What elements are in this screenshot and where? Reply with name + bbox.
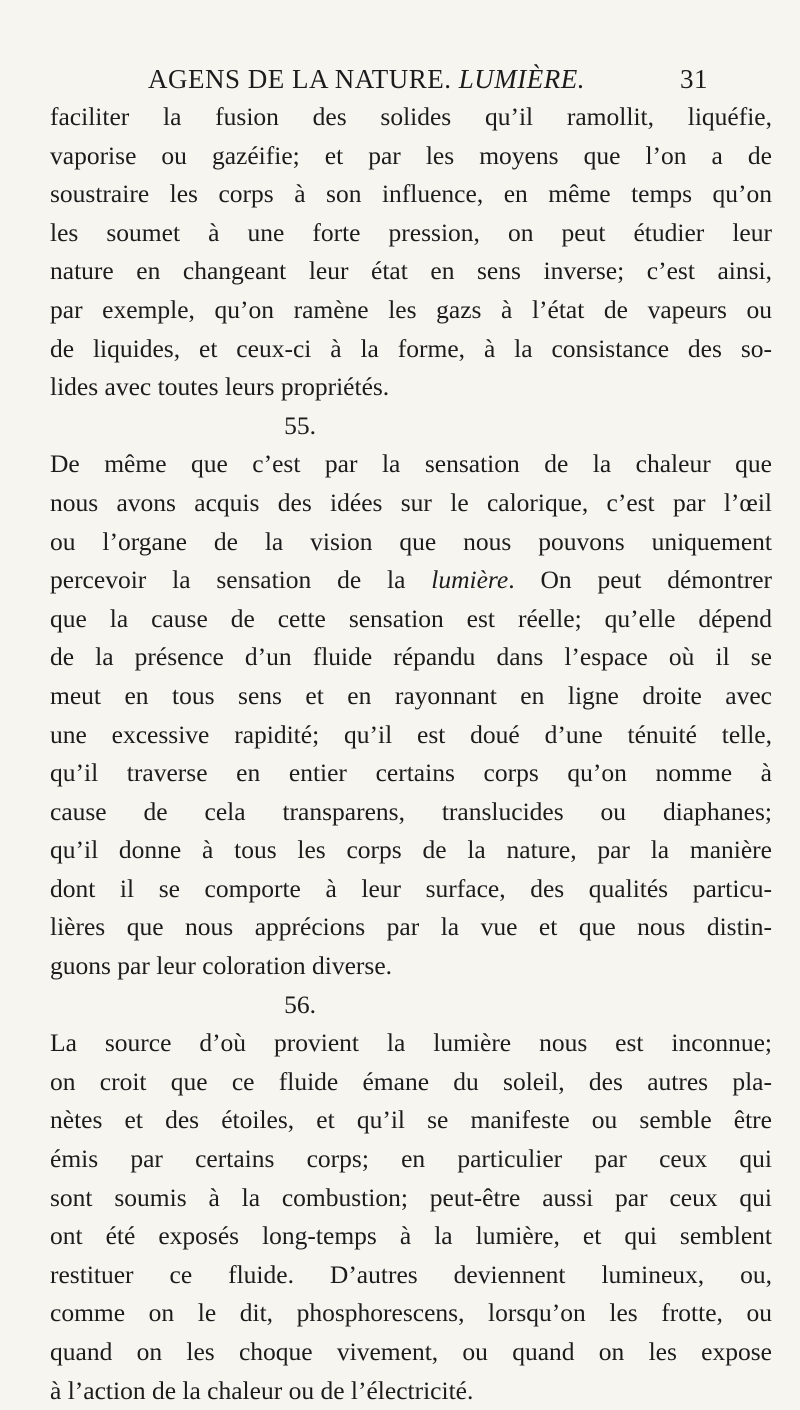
section-number-56: 56. (284, 989, 316, 1019)
text-line: lières que nous apprécions par la vue et que nous distin- (50, 912, 772, 942)
text-line: de liquides, et ceux-ci à la forme, à la consistance des so- (50, 333, 772, 363)
emphasis-word: lumière (431, 565, 509, 595)
text-line: quand on les choque vivement, ou quand on les expose (50, 1337, 772, 1366)
text-line: guons par leur coloration diverse. (50, 951, 393, 981)
paragraph-continued (50, 98, 772, 407)
paragraph-56 (50, 1024, 772, 1410)
text-line: La source d’où provient la lumière nous est inconnue; (50, 1028, 772, 1058)
running-title (148, 64, 585, 95)
text-line: percevoir la sensation de la lumière. On peut démontrer (50, 565, 772, 595)
text-line: nature en changeant leur état en sens inverse; c’est ainsi, (50, 256, 772, 286)
text-line: sont soumis à la combustion; peut-être aussi par ceux qui (50, 1182, 772, 1212)
running-head (148, 64, 708, 100)
text-line: nous avons acquis des idées sur le calorique, c’est par l’œil (50, 487, 772, 517)
running-title-main: AGENS DE LA NATURE. (148, 64, 452, 94)
text-line: on croit que ce fluide émane du soleil, des autres pla- (50, 1066, 772, 1096)
running-title-subject: LUMIÈRE. (458, 64, 585, 94)
text-line: de la présence d’un fluide répandu dans l’espace où il se (50, 642, 772, 672)
text-line: nètes et des étoiles, et qu’il se manifeste ou semble être (50, 1105, 772, 1135)
text-line: qu’il traverse en entier certains corps qu’on nomme à (50, 758, 772, 788)
text-line: qu’il donne à tous les corps de la nature, par la manière (50, 835, 772, 865)
text-line: émis par certains corps; en particulier par ceux qui (50, 1144, 772, 1174)
text-line: faciliter la fusion des solides qu’il ramollit, liquéfie, (50, 102, 772, 131)
text-line: soustraire les corps à son influence, en même temps qu’on (50, 179, 772, 209)
paragraph-55 (50, 445, 772, 985)
body-text (50, 98, 772, 1410)
text-line: vaporise ou gazéifie; et par les moyens que l’on a de (50, 140, 772, 170)
text-line: ou l’organe de la vision que nous pouvons uniquement (50, 526, 772, 556)
text-line: comme on le dit, phosphorescens, lorsqu’on les frotte, ou (50, 1298, 772, 1328)
text-line: à l’action de la chaleur ou de l’électricité. (50, 1375, 474, 1405)
text-line: restituer ce fluide. D’autres deviennent lumineux, ou, (50, 1259, 772, 1289)
page-number: 31 (680, 64, 708, 94)
text-line: une excessive rapidité; qu’il est doué d’une ténuité telle, (50, 719, 772, 749)
text-line: cause de cela transparens, translucides ou diaphanes; (50, 796, 772, 826)
text-line: dont il se comporte à leur surface, des qualités particu- (50, 873, 772, 903)
text-line: les soumet à une forte pression, on peut étudier leur (50, 217, 772, 247)
text-line: par exemple, qu’on ramène les gazs à l’état de vapeurs ou (50, 294, 772, 324)
section-number-55: 55. (284, 410, 316, 440)
text-line: De même que c’est par la sensation de la chaleur que (50, 449, 772, 479)
text-line: lides avec toutes leurs propriétés. (50, 372, 390, 402)
text-line: que la cause de cette sensation est réelle; qu’elle dépend (50, 603, 772, 633)
text-line: ont été exposés long-temps à la lumière, et qui semblent (50, 1221, 772, 1251)
text-line: meut en tous sens et en rayonnant en ligne droite avec (50, 680, 772, 710)
